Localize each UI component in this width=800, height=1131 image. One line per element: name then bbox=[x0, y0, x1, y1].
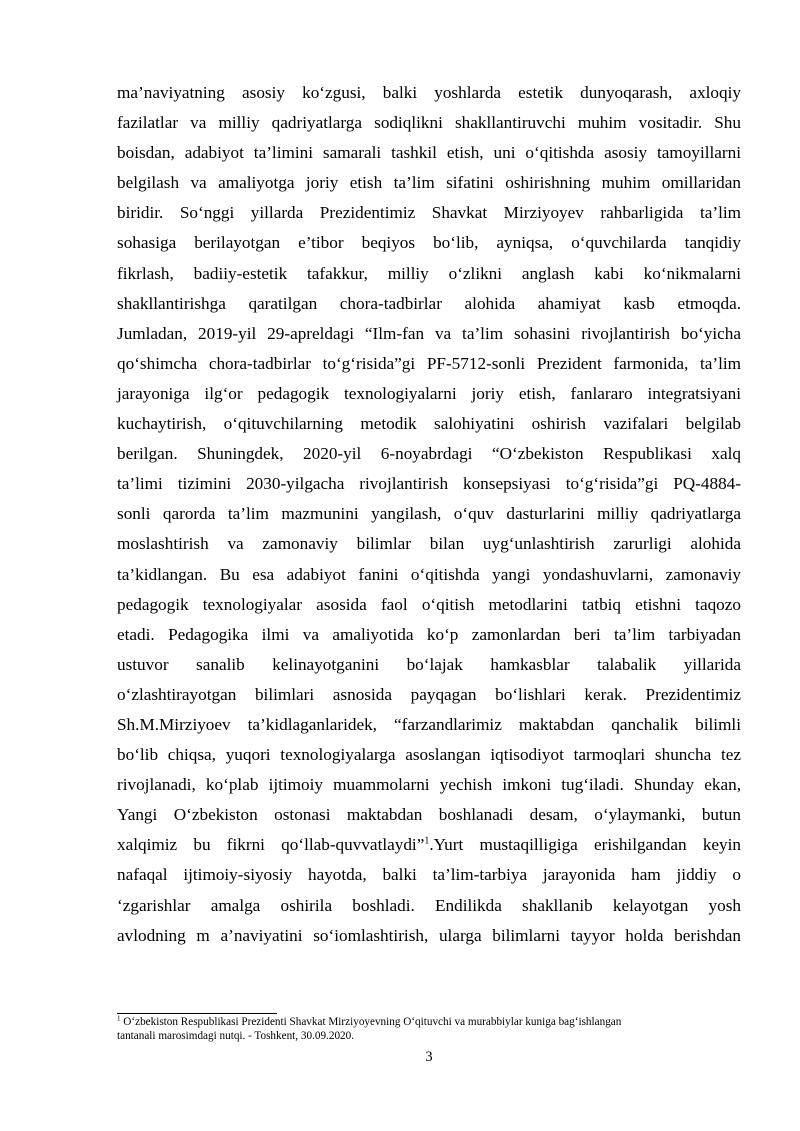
text-line: boisdan, adabiyot ta’limini samarali tashkil etish, uni o‘qitishda asosiy tamoyillarni bbox=[117, 143, 741, 163]
page-number: 3 bbox=[425, 1049, 433, 1065]
text-line: ma’naviyatning asosiy ko‘zgusi, balki yoshlarda estetik dunyoqarash, axloqiy bbox=[117, 83, 741, 102]
footnote-text: tantanali marosimdagi nutqi. - Toshkent, 30.09.2020. bbox=[117, 1029, 355, 1042]
text-line: ta’kidlangan. Bu esa adabiyot fanini o‘qitishda yangi yondashuvlarni, zamonaviy bbox=[117, 564, 741, 584]
text-line: etadi. Pedagogika ilmi va amaliyotida ko‘p zamonlardan beri ta’lim tarbiyadan bbox=[117, 624, 741, 644]
text-line: rivojlanadi, ko‘plab ijtimoiy muammolarni yechish imkoni tug‘iladi. Shunday ekan, bbox=[117, 775, 741, 795]
text-line: avlodning m a’naviyatini so‘iomlashtirish, ularga bilimlarni tayyor holda berishdan bbox=[117, 925, 741, 945]
text-line: sonli qarorda ta’lim mazmunini yangilash, o‘quv dasturlarini milliy qadriyatlarga bbox=[117, 504, 741, 524]
text-line: Sh.M.Mirziyoev ta’kidlaganlaridek, “farzandlarimiz maktabdan qanchalik bilimli bbox=[117, 714, 741, 734]
footnote-separator bbox=[117, 1013, 277, 1014]
text-line-with-footnote-ref bbox=[117, 830, 741, 860]
text-line: fazilatlar va milliy qadriyatlarga sodiqlikni shakllantiruvchi muhim vositadir. Shu bbox=[117, 113, 741, 133]
text-line: kuchaytirish, o‘qituvchilarning metodik salohiyatini oshirish vazifalari belgilab bbox=[117, 414, 741, 434]
text-line: ‘zgarishlar amalga oshirila boshladi. Endilikda shakllanib kelayotgan yosh bbox=[117, 895, 741, 915]
text-line: belgilash va amaliyotga joriy etish ta’lim sifatini oshirishning muhim omillaridan bbox=[117, 173, 741, 193]
text-line: biridir. So‘nggi yillarda Prezidentimiz Shavkat Mirziyoyev rahbarligida ta’lim bbox=[117, 203, 741, 223]
footnote bbox=[117, 1016, 741, 1043]
text-line: qo‘shimcha chora-tadbirlar to‘g‘risida”gi PF-5712-sonli Prezident farmonida, ta’lim bbox=[117, 353, 741, 373]
text-line: jarayoniga ilg‘or pedagogik texnologiyalarni joriy etish, fanlararo integratsiyani bbox=[117, 383, 741, 403]
text-segment: xalqimiz bu fikrni qo‘llab-quvvatlaydi” bbox=[117, 835, 425, 855]
footnote-text: O‘zbekiston Respublikasi Prezidenti Shavkat Mirziyoyevning O‘qituvchi va murabbiylar kuniga bag‘ishlangan bbox=[120, 1016, 622, 1028]
text-line: pedagogik texnologiyalar asosida faol o‘qitish metodlarini tatbiq etishni taqozo bbox=[117, 594, 741, 614]
text-line: sohasiga berilayotgan e’tibor beqiyos bo‘lib, ayniqsa, o‘quvchilarda tanqidiy bbox=[117, 233, 741, 253]
text-segment: .Yurt mustaqilligiga erishilgandan keyin bbox=[429, 835, 741, 855]
text-line: o‘zlashtirayotgan bilimlari asnosida payqagan bo‘lishlari kerak. Prezidentimiz bbox=[117, 684, 741, 704]
text-line: bo‘lib chiqsa, yuqori texnologiyalarga asoslangan iqtisodiyot tarmoqlari shuncha tez bbox=[117, 745, 741, 765]
body-text bbox=[117, 78, 741, 951]
text-line: fikrlash, badiiy-estetik tafakkur, milliy o‘zlikni anglash kabi ko‘nikmalarni bbox=[117, 263, 741, 283]
text-line: ustuvor sanalib kelinayotganini bo‘lajak hamkasblar talabalik yillarida bbox=[117, 654, 741, 674]
text-line: moslashtirish va zamonaviy bilimlar bilan uyg‘unlashtirish zarurligi alohida bbox=[117, 534, 741, 554]
text-line: Yangi O‘zbekiston ostonasi maktabdan boshlanadi desam, o‘ylaymanki, butun bbox=[117, 805, 741, 825]
footnote-reference[interactable]: 1 bbox=[424, 835, 430, 847]
footnote-mark: 1 bbox=[117, 1014, 121, 1023]
text-line: shakllantirishga qaratilgan chora-tadbirlar alohida ahamiyat kasb etmoqda. bbox=[117, 293, 741, 313]
text-line: nafaqal ijtimoiy-siyosiy hayotda, balki ta’lim-tarbiya jarayonida ham jiddiy o bbox=[117, 865, 741, 885]
text-line: ta’limi tizimini 2030-yilgacha rivojlantirish konsepsiyasi to‘g‘risida”gi PQ-4884- bbox=[117, 474, 741, 494]
text-line: berilgan. Shuningdek, 2020-yil 6-noyabrdagi “O‘zbekiston Respublikasi xalq bbox=[117, 444, 741, 464]
text-line: Jumladan, 2019-yil 29-apreldagi “Ilm-fan va ta’lim sohasini rivojlantirish bo‘yicha bbox=[117, 323, 741, 343]
